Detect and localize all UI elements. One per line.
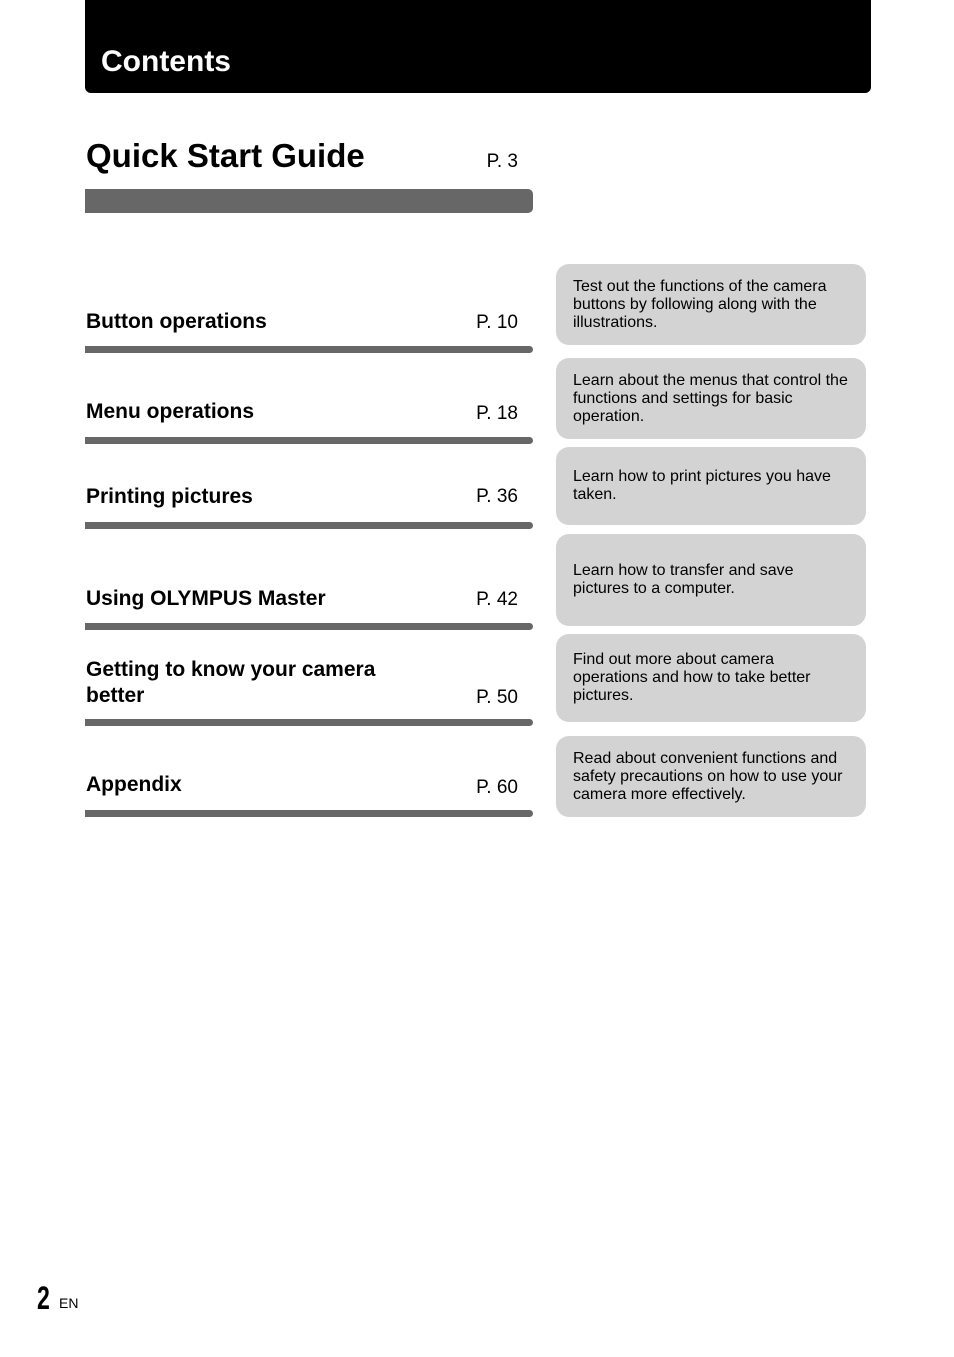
description-text: Learn how to transfer and save pictures to a computer. [573,562,794,597]
description-text: Learn about the menus that control the functions and settings for basic operation. [573,371,848,425]
description-box-getting-to-know-your-camera-better [556,634,866,722]
description-text: Find out more about camera operations and how to take better pictures. [573,651,811,704]
toc-page-appendix[interactable]: P. 60 [476,777,518,798]
toc-page-button-operations[interactable]: P. 10 [476,312,518,333]
toc-rule [85,522,533,529]
toc-entry-getting-to-know-your-camera-better[interactable]: Getting to know your camera better [86,658,376,707]
contents-header-bar [85,0,871,93]
description-text: Learn how to print pictures you have taken. [573,468,831,503]
toc-rule [85,437,533,444]
toc-rule [85,719,533,726]
toc-rule [85,346,533,353]
toc-entry-button-operations[interactable]: Button operations [86,310,267,333]
quick-start-guide-rule [85,189,533,213]
toc-rule [85,623,533,630]
contents-title: Contents [101,45,231,78]
toc-entry-using-olympus-master[interactable]: Using OLYMPUS Master [86,587,326,610]
description-box-using-olympus-master [556,534,866,626]
toc-entry-appendix[interactable]: Appendix [86,773,182,796]
quick-start-guide-title[interactable]: Quick Start Guide [86,137,365,174]
toc-page-printing-pictures[interactable]: P. 36 [476,486,518,507]
description-box-printing-pictures [556,447,866,525]
description-box-menu-operations [556,358,866,439]
description-box-button-operations [556,264,866,345]
description-box-appendix [556,736,866,817]
toc-page-using-olympus-master[interactable]: P. 42 [476,589,518,610]
quick-start-guide-page[interactable]: P. 3 [486,151,518,172]
description-text: Test out the functions of the camera buttons by following along with the illustrations. [573,277,827,331]
page-language: EN [59,1295,79,1311]
toc-rule [85,810,533,817]
description-text: Read about convenient functions and safety precautions on how to use your camera more effectively. [573,749,843,803]
toc-page-menu-operations[interactable]: P. 18 [476,403,518,424]
toc-entry-menu-operations[interactable]: Menu operations [86,400,255,423]
toc-page-getting-to-know-your-camera-better[interactable]: P. 50 [476,687,518,708]
page-number: 2 [37,1280,50,1316]
toc-entry-printing-pictures[interactable]: Printing pictures [86,485,253,508]
